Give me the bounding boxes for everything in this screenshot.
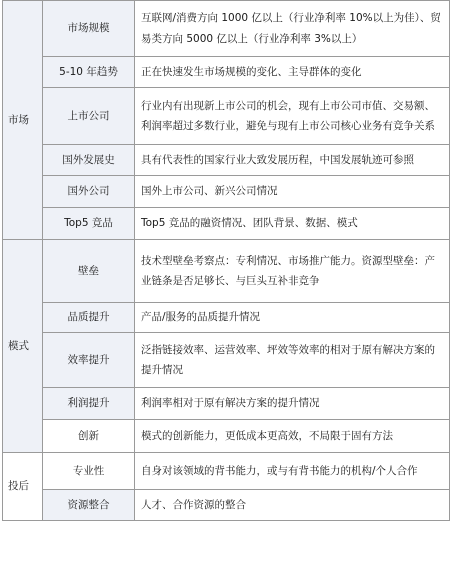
criterion-desc: 利润率相对于原有解决方案的提升情况 xyxy=(135,388,450,420)
criterion-desc: 正在快速发生市场规模的变化、主导群体的变化 xyxy=(135,57,450,88)
table-row xyxy=(3,388,450,420)
criterion-label: 市场规模 xyxy=(43,1,135,57)
table-row xyxy=(3,240,450,303)
table-row xyxy=(3,145,450,176)
criterion-label: 利润提升 xyxy=(43,388,135,420)
criterion-label: 专业性 xyxy=(43,453,135,490)
table-row xyxy=(3,88,450,145)
table-row xyxy=(3,303,450,333)
criterion-desc: 具有代表性的国家行业大致发展历程，中国发展轨迹可参照 xyxy=(135,145,450,176)
criterion-desc: 自身对该领域的背书能力，或与有背书能力的机构/个人合作 xyxy=(135,453,450,490)
criterion-label: Top5 竞品 xyxy=(43,208,135,240)
criterion-desc: 互联网/消费方向 1000 亿以上（行业净利率 10%以上为佳）、贸易类方向 5000 亿以上（行业净利率 3%以上） xyxy=(135,1,450,57)
criterion-label: 上市公司 xyxy=(43,88,135,145)
criterion-desc: 产品/服务的品质提升情况 xyxy=(135,303,450,333)
criterion-desc: 行业内有出现新上市公司的机会，现有上市公司市值、交易额、利润率超过多数行业，避免与现有上市公司核心业务有竞争关系 xyxy=(135,88,450,145)
criterion-label: 国外公司 xyxy=(43,176,135,208)
table-row xyxy=(3,57,450,88)
table-row xyxy=(3,490,450,521)
criterion-desc: 模式的创新能力，更低成本更高效，不局限于固有方法 xyxy=(135,420,450,453)
criterion-label: 5-10 年趋势 xyxy=(43,57,135,88)
criterion-label: 国外发展史 xyxy=(43,145,135,176)
category-market: 市场 xyxy=(3,1,43,240)
criterion-label: 创新 xyxy=(43,420,135,453)
table-row xyxy=(3,1,450,57)
category-post-investment: 投后 xyxy=(3,453,43,521)
table-row xyxy=(3,208,450,240)
criterion-desc: Top5 竞品的融资情况、团队背景、数据、模式 xyxy=(135,208,450,240)
criterion-label: 壁垒 xyxy=(43,240,135,303)
table-row xyxy=(3,420,450,453)
criterion-desc: 泛指链接效率、运营效率、坪效等效率的相对于原有解决方案的提升情况 xyxy=(135,333,450,388)
criterion-desc: 人才、合作资源的整合 xyxy=(135,490,450,521)
criterion-desc: 技术型壁垒考察点：专利情况、市场推广能力。资源型壁垒：产业链条是否足够长、与巨头互补非竞争 xyxy=(135,240,450,303)
criterion-desc: 国外上市公司、新兴公司情况 xyxy=(135,176,450,208)
criterion-label: 品质提升 xyxy=(43,303,135,333)
table-row xyxy=(3,333,450,388)
criterion-label: 资源整合 xyxy=(43,490,135,521)
category-model: 模式 xyxy=(3,240,43,453)
table-row xyxy=(3,453,450,490)
criterion-label: 效率提升 xyxy=(43,333,135,388)
table-row xyxy=(3,176,450,208)
criteria-table xyxy=(2,0,450,521)
